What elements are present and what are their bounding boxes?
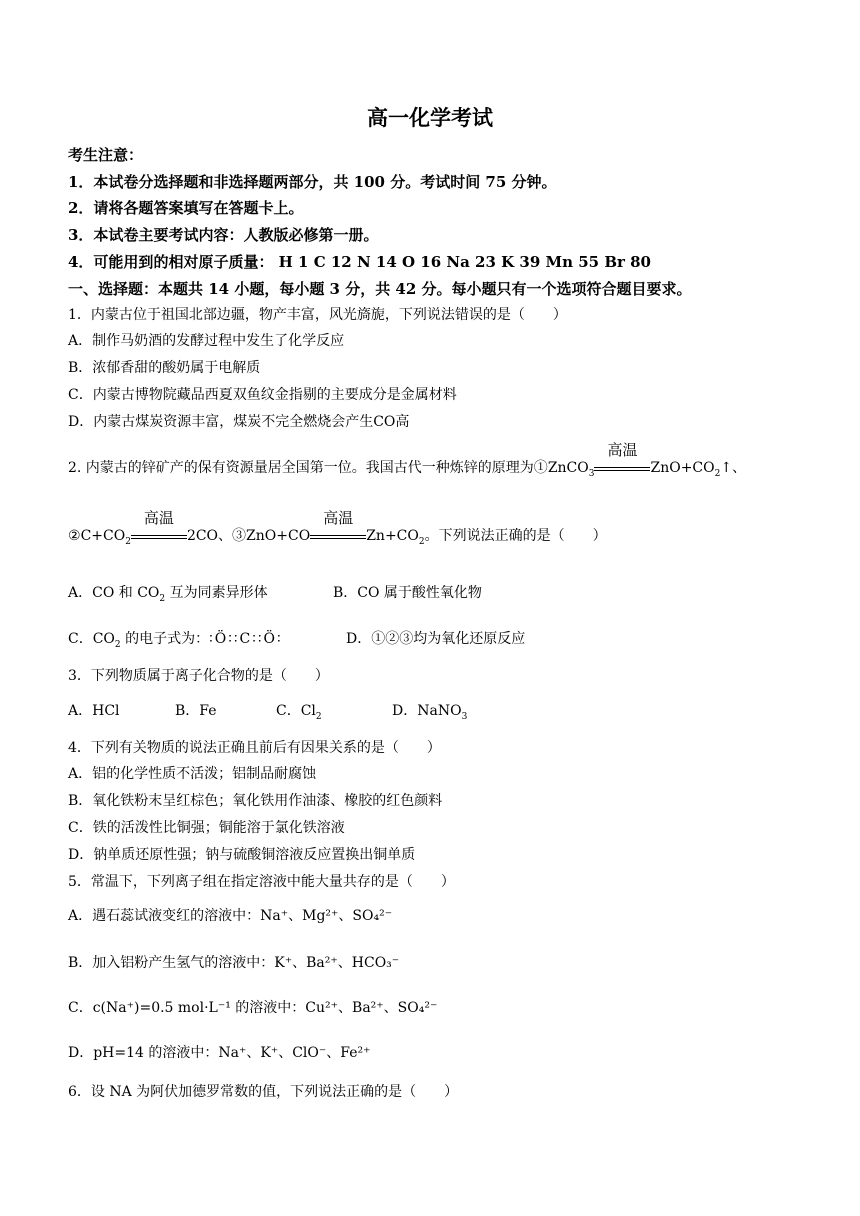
q4-option-a: A．铝的化学性质不活泼；铝制品耐腐蚀 xyxy=(68,766,317,782)
notice-item-3: 3．本试卷主要考试内容：人教版必修第一册。 xyxy=(68,226,379,244)
high-temp-arrow-1: 高温 xyxy=(594,458,650,478)
q2-stem-intro: 2. 内蒙古的锌矿产的保有资源量居全国第一位。我国古代一种炼锌的原理为① xyxy=(68,460,548,476)
q3-option-a: A．HCl xyxy=(68,703,120,719)
q1-option-d: D．内蒙古煤炭资源丰富，煤炭不完全燃烧会产生CO高 xyxy=(68,414,410,430)
r1-reactant: ZnCO$_3$ xyxy=(547,460,595,479)
q3-option-b: B．Fe xyxy=(175,703,217,719)
q1-option-c: C．内蒙古博物院藏品西夏双鱼纹金指剔的主要成分是金属材料 xyxy=(68,387,457,403)
q2-stem-question: 。下列说法正确的是（ ） xyxy=(424,528,607,544)
q2-option-a: A．CO 和 $CO_2$ 互为同素异形体 xyxy=(68,585,268,604)
notice-item-4: 4．可能用到的相对原子质量： H 1 C 12 N 14 O 16 Na 23 K 39 Mn 55 Br 80 xyxy=(68,253,651,271)
q3-option-c: C．$Cl_2$ xyxy=(276,703,322,722)
q4-option-c: C．铁的活泼性比铜强；铜能溶于氯化铁溶液 xyxy=(68,820,345,836)
q3-stem: 3．下列物质属于离子化合物的是（ ） xyxy=(68,668,329,684)
r3-product: $Zn+CO_2$ xyxy=(366,528,425,547)
q2-option-d: D．①②③均为氧化还原反应 xyxy=(346,631,526,647)
q5-option-b: B．加入铝粉产生氢气的溶液中：K⁺、Ba²⁺、HCO₃⁻ xyxy=(68,955,400,971)
high-temp-arrow-3: 高温 xyxy=(310,526,366,546)
ion-list: Cu²⁺、Ba²⁺、SO₄²⁻ xyxy=(305,1000,438,1016)
ion-list: Na⁺、K⁺、ClO⁻、Fe²⁺ xyxy=(218,1045,371,1061)
q1-option-a: A．制作马奶酒的发酵过程中发生了化学反应 xyxy=(68,333,345,349)
q5-option-c: C．c(Na⁺)=0.5 mol·L⁻¹ 的溶液中：Cu²⁺、Ba²⁺、SO₄²⁻ xyxy=(68,1000,438,1016)
q5-option-a: A．遇石蕊试液变红的溶液中：Na⁺、Mg²⁺、SO₄²⁻ xyxy=(68,908,393,924)
q2-option-b: B．CO 属于酸性氧化物 xyxy=(333,585,482,601)
q6-stem: 6．设 NA 为阿伏加德罗常数的值，下列说法正确的是（ ） xyxy=(68,1084,459,1100)
gas-arrow: ↑、 xyxy=(720,460,747,476)
notice-heading: 考生注意： xyxy=(68,146,144,164)
r2-reactant: $C+CO_2$ xyxy=(80,528,131,547)
notice-item-1: 1．本试卷分选择题和非选择题两部分，共 100 分。考试时间 75 分钟。 xyxy=(68,173,557,191)
q1-stem: 1．内蒙古位于祖国北部边疆，物产丰富，风光旖旎，下列说法错误的是（ ） xyxy=(68,307,567,323)
section-heading: 一、选择题：本题共 14 小题，每小题 3 分，共 42 分。每小题只有一个选项符合题目要求。 xyxy=(68,280,692,298)
q5-stem: 5．常温下，下列离子组在指定溶液中能大量共存的是（ ） xyxy=(68,874,455,890)
q1-option-b: B．浓郁香甜的酸奶属于电解质 xyxy=(68,360,261,376)
ion-list: Na⁺、Mg²⁺、SO₄²⁻ xyxy=(260,908,393,924)
ion-list: K⁺、Ba²⁺、HCO₃⁻ xyxy=(274,955,400,971)
q5-option-d: D．pH=14 的溶液中：Na⁺、K⁺、ClO⁻、Fe²⁺ xyxy=(68,1045,371,1061)
r2-product: 2CO xyxy=(186,528,219,544)
q3-option-d: D．NaNO$_3$ xyxy=(392,703,468,722)
q2-option-c: C．$CO_2$ 的电子式为：∶Ö∶∶C∶∶Ö∶ xyxy=(68,631,283,650)
electron-formula: ∶Ö∶∶C∶∶Ö∶ xyxy=(209,631,283,647)
notice-item-2: 2．请将各题答案填写在答题卡上。 xyxy=(68,199,304,217)
q2-stem-line2: $②C+CO_2$ 高温 2CO、③ZnO+CO 高温 $Zn+CO_2$。下列说法正确的是（ ） xyxy=(68,509,607,547)
r3-reactant: ZnO+CO xyxy=(246,528,311,544)
r1-product: $ZnO+CO_2$ xyxy=(650,460,721,479)
high-temp-arrow-2: 高温 xyxy=(131,526,187,546)
q4-option-d: D．钠单质还原性强；钠与硫酸铜溶液反应置换出铜单质 xyxy=(68,847,416,863)
q2-stem-line1 xyxy=(68,441,747,484)
q4-stem: 4．下列有关物质的说法正确且前后有因果关系的是（ ） xyxy=(68,740,441,756)
q4-option-b: B．氧化铁粉末呈红棕色；氧化铁用作油漆、橡胶的红色颜料 xyxy=(68,793,443,809)
page-title: 高一化学考试 xyxy=(367,105,493,130)
